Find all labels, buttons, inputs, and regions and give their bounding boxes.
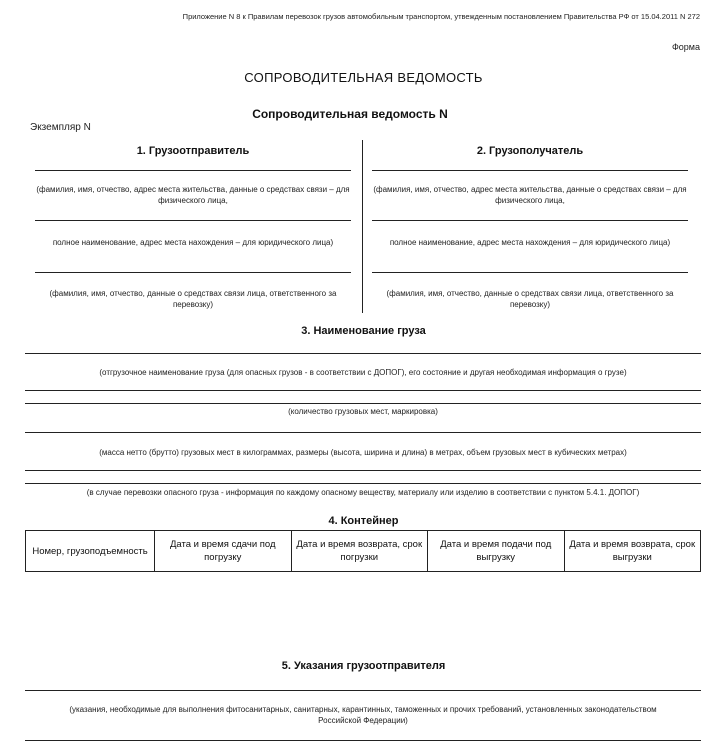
- container-col-load-return: Дата и время возврата, срок погрузки: [291, 531, 428, 572]
- page-title: СОПРОВОДИТЕЛЬНАЯ ВЕДОМОСТЬ: [244, 70, 483, 85]
- cargo-heading: 3. Наименование груза: [301, 325, 426, 337]
- cargo-line-3: [25, 403, 701, 404]
- sender-heading: 1. Грузоотправитель: [136, 145, 250, 157]
- sender-hint-legal: полное наименование, адрес места нахождения – для юридического лица): [52, 238, 334, 247]
- receiver-heading: 2. Грузополучатель: [476, 145, 584, 157]
- cargo-line-2: [25, 390, 701, 391]
- sender-hint-responsible: (фамилия, имя, отчество, данные о средствах связи лица, ответственного за перевозку): [49, 289, 337, 309]
- sender-line-2: [35, 220, 351, 221]
- receiver-hint-legal: полное наименование, адрес места нахождения – для юридического лица): [389, 238, 671, 247]
- receiver-line-1: [372, 170, 688, 171]
- instructions-line-1: [25, 690, 701, 691]
- container-col-unload-return: Дата и время возврата, срок выгрузки: [564, 531, 701, 572]
- receiver-hint-responsible: (фамилия, имя, отчество, данные о средствах связи лица, ответственного за перевозку): [386, 289, 674, 309]
- instructions-line-2: [25, 740, 701, 741]
- instructions-heading: 5. Указания грузоотправителя: [281, 660, 446, 672]
- receiver-line-2: [372, 220, 688, 221]
- sender-line-3: [35, 272, 351, 273]
- cargo-hint-places: (количество грузовых мест, маркировка): [288, 407, 438, 416]
- document-subtitle: Сопроводительная ведомость N: [252, 107, 448, 121]
- container-heading: 4. Контейнер: [328, 515, 399, 527]
- sender-line-1: [35, 170, 351, 171]
- sender-hint-individual: (фамилия, имя, отчество, адрес места жительства, данные о средствах связи – для физического лица,: [36, 185, 350, 205]
- receiver-line-3: [372, 272, 688, 273]
- container-table: [25, 530, 701, 572]
- copy-label: Экземпляр N: [30, 122, 91, 133]
- table-row: [26, 531, 701, 572]
- cargo-hint-name: (отгрузочное наименование груза (для опасных грузов - в соответствии с ДОПОГ), его состояние и другая необходимая информация о грузе): [99, 368, 627, 377]
- cargo-line-5: [25, 470, 701, 471]
- instructions-hint: (указания, необходимые для выполнения фитосанитарных, санитарных, карантинных, таможенных и прочих требований, установленных законодательством Российской Федерации): [69, 705, 657, 725]
- cargo-hint-mass: (масса нетто (брутто) грузовых мест в килограммах, размеры (высота, ширина и длина) в метрах, объем грузовых мест в кубических метрах): [99, 448, 627, 457]
- appendix-note: Приложение N 8 к Правилам перевозок грузов автомобильным транспортом, утвежденным постановлением Правительства РФ от 15.04.2011 N 272: [182, 12, 700, 21]
- column-divider: [362, 140, 363, 313]
- container-col-number: Номер, грузоподъемность: [26, 531, 155, 572]
- cargo-line-1: [25, 353, 701, 354]
- cargo-line-6: [25, 483, 701, 484]
- container-col-unload-delivery: Дата и время подачи под выгрузку: [428, 531, 565, 572]
- receiver-hint-individual: (фамилия, имя, отчество, адрес места жительства, данные о средствах связи – для физического лица,: [373, 185, 687, 205]
- cargo-line-4: [25, 432, 701, 433]
- form-label: Форма: [671, 42, 700, 52]
- container-col-load-delivery: Дата и время сдачи под погрузку: [155, 531, 292, 572]
- cargo-hint-dangerous: (в случае перевозки опасного груза - информация по каждому опасному веществу, материалу или изделию в соответствии с пунктом 5.4.1. ДОПОГ): [86, 488, 640, 497]
